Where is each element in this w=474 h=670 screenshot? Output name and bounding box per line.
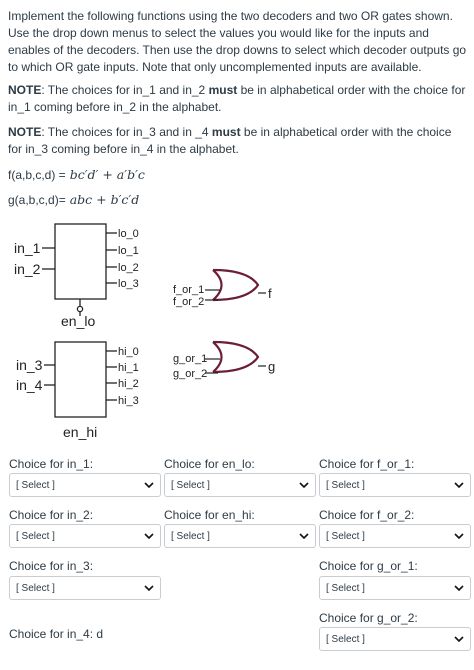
note-1-text: : The choices for in_1 and in_2 bbox=[41, 83, 209, 97]
select-placeholder: [ Select ] bbox=[16, 530, 55, 542]
f-or-1-select[interactable] bbox=[319, 473, 471, 497]
select-placeholder: [ Select ] bbox=[326, 479, 365, 491]
circuit-diagram bbox=[0, 215, 474, 450]
or-gate-f bbox=[213, 270, 258, 300]
g-or-1-select[interactable] bbox=[319, 576, 471, 600]
hi-0-label: hi_0 bbox=[118, 346, 139, 358]
in-2-select[interactable] bbox=[9, 524, 161, 548]
note-2-tail: be in alphabetical order with the choice for in_3 coming before in_4 in the alphabet. bbox=[8, 125, 452, 156]
note-label: NOTE bbox=[8, 125, 42, 139]
g-or-1-choice-label: Choice for g_or_1: bbox=[319, 559, 418, 573]
decoder-hi-box bbox=[55, 342, 106, 417]
g-or-1-label: g_or_1 bbox=[173, 353, 208, 365]
chevron-down-icon bbox=[448, 636, 470, 643]
en-lo-label: en_lo bbox=[61, 313, 96, 329]
en-hi-select[interactable] bbox=[164, 524, 316, 548]
lo-3-label: lo_3 bbox=[118, 278, 139, 290]
in-3-choice-label: Choice for in_3: bbox=[9, 559, 94, 573]
en-lo-choice-label: Choice for en_lo: bbox=[164, 457, 255, 471]
select-placeholder: [ Select ] bbox=[16, 479, 55, 491]
instructions-paragraph bbox=[8, 8, 468, 76]
function-g bbox=[8, 192, 139, 207]
select-placeholder: [ Select ] bbox=[171, 479, 210, 491]
in-3-label: in_3 bbox=[16, 357, 43, 373]
lo-2-label: lo_2 bbox=[118, 262, 139, 274]
chevron-down-icon bbox=[448, 585, 470, 592]
note-label: NOTE bbox=[8, 83, 42, 97]
g-output-label: g bbox=[268, 359, 276, 374]
chevron-down-icon bbox=[448, 482, 470, 489]
f-or-1-label: f_or_1 bbox=[173, 284, 205, 296]
g-or-2-choice-label: Choice for g_or_2: bbox=[319, 611, 418, 625]
select-placeholder: [ Select ] bbox=[326, 633, 365, 645]
decoder-lo-box bbox=[55, 224, 106, 299]
f-or-1-choice-label: Choice for f_or_1: bbox=[319, 457, 415, 471]
lo-1-label: lo_1 bbox=[118, 245, 139, 257]
hi-1-label: hi_1 bbox=[118, 362, 139, 374]
en-lo-select[interactable] bbox=[164, 473, 316, 497]
chevron-down-icon bbox=[448, 533, 470, 540]
chevron-down-icon bbox=[138, 533, 160, 540]
chevron-down-icon bbox=[138, 482, 160, 489]
function-f-expression: bc′d′ + a′b′c bbox=[69, 167, 145, 182]
in-1-select[interactable] bbox=[9, 473, 161, 497]
select-placeholder: [ Select ] bbox=[326, 530, 365, 542]
in-4-label: in_4 bbox=[16, 377, 43, 393]
chevron-down-icon bbox=[293, 533, 315, 540]
function-g-expression: abc + b′c′d bbox=[69, 192, 140, 207]
function-g-label: g(a,b,c,d)= bbox=[8, 193, 66, 207]
g-or-2-label: g_or_2 bbox=[173, 368, 208, 380]
select-placeholder: [ Select ] bbox=[16, 582, 55, 594]
note-2 bbox=[8, 124, 468, 158]
chevron-down-icon bbox=[293, 482, 315, 489]
note-1-tail: be in alphabetical order with the choice for in_1 coming before in_2 in the alphabet. bbox=[8, 83, 466, 114]
must-emphasis: must bbox=[211, 125, 241, 139]
or-gate-g bbox=[213, 342, 258, 372]
chevron-down-icon bbox=[138, 585, 160, 592]
function-f-label: f(a,b,c,d) = bbox=[8, 168, 66, 182]
lo-0-label: lo_0 bbox=[118, 228, 139, 240]
in-4-choice-label: Choice for in_4: d bbox=[9, 627, 104, 641]
select-placeholder: [ Select ] bbox=[326, 582, 365, 594]
f-or-2-select[interactable] bbox=[319, 524, 471, 548]
en-hi-choice-label: Choice for en_hi: bbox=[164, 508, 255, 522]
function-f bbox=[8, 167, 145, 182]
hi-3-label: hi_3 bbox=[118, 395, 139, 407]
in-3-select[interactable] bbox=[9, 576, 161, 600]
in-2-label: in_2 bbox=[14, 261, 41, 277]
in-1-label: in_1 bbox=[14, 240, 41, 256]
note-2-text: : The choices for in_3 and in _4 bbox=[41, 125, 212, 139]
must-emphasis: must bbox=[208, 83, 238, 97]
in-2-choice-label: Choice for in_2: bbox=[9, 508, 94, 522]
select-placeholder: [ Select ] bbox=[171, 530, 210, 542]
f-or-2-label: f_or_2 bbox=[173, 296, 205, 308]
g-or-2-select[interactable] bbox=[319, 627, 471, 651]
f-or-2-choice-label: Choice for f_or_2: bbox=[319, 508, 415, 522]
f-output-label: f bbox=[268, 286, 272, 301]
en-hi-label: en_hi bbox=[63, 424, 98, 440]
hi-2-label: hi_2 bbox=[118, 378, 139, 390]
in-1-choice-label: Choice for in_1: bbox=[9, 457, 94, 471]
instructions-text: Implement the following functions using the two decoders and two OR gates shown. Use the drop down menus to select the values you would like for the inputs and enables of the decoders. Then use the drop downs to select which decoder outputs go to which OR gate inputs. Note that only uncomplemented inputs are available. bbox=[8, 9, 467, 74]
note-1 bbox=[8, 82, 468, 116]
